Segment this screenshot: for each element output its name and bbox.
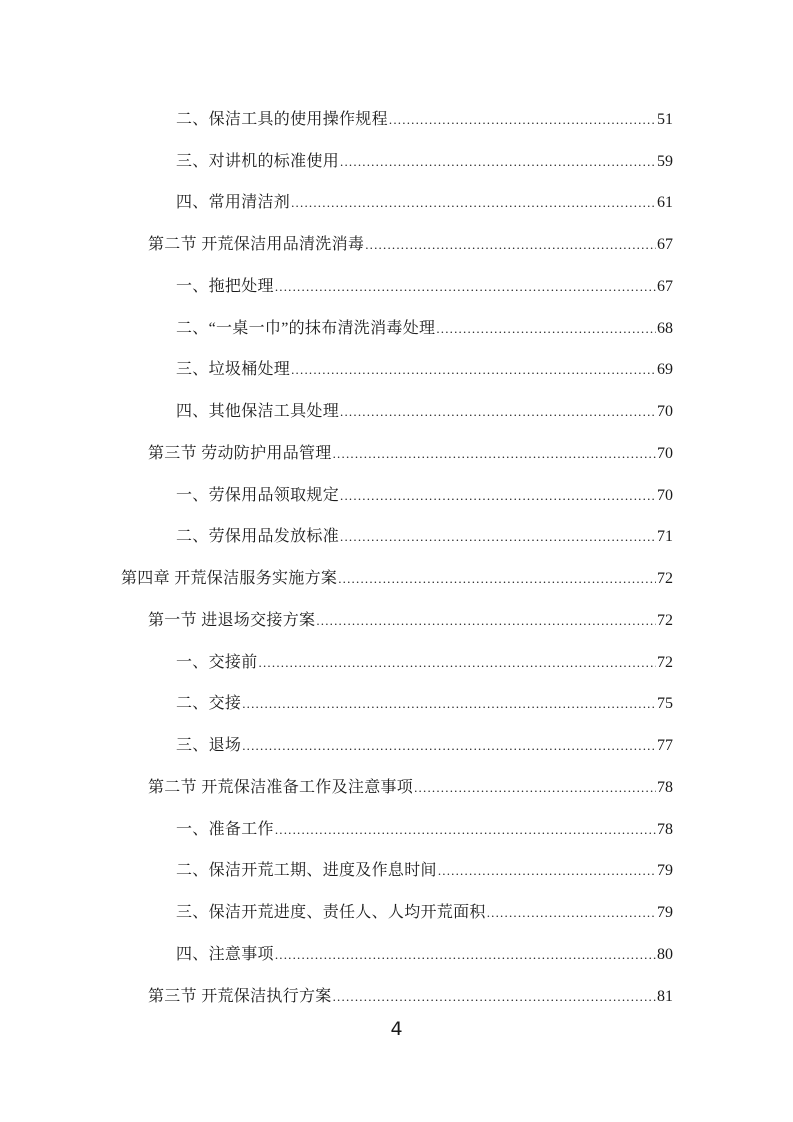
toc-dot-leader — [291, 360, 656, 380]
toc-dot-leader — [438, 861, 656, 881]
toc-page-number: 61 — [657, 194, 673, 212]
toc-entry-title: 二、“一桌一巾”的抹布清洗消毒处理 — [176, 319, 436, 337]
toc-page-number: 75 — [657, 695, 673, 713]
toc-page-number: 79 — [657, 862, 673, 880]
toc-entry-title: 第二节 开荒保洁用品清洗消毒 — [148, 236, 365, 254]
toc-entry[interactable] — [0, 725, 793, 767]
toc-entry-title: 一、交接前 — [176, 653, 258, 671]
toc-chapter-entry[interactable] — [0, 558, 793, 600]
toc-page-number: 80 — [657, 945, 673, 963]
toc-dot-leader — [275, 820, 656, 840]
toc-section-entry[interactable] — [0, 600, 793, 642]
toc-dot-leader — [242, 694, 656, 714]
toc-page-number: 77 — [657, 737, 673, 755]
toc-dot-leader — [414, 778, 656, 798]
toc-entry-title: 三、保洁开荒进度、责任人、人均开荒面积 — [176, 904, 486, 922]
toc-section-entry[interactable] — [0, 976, 793, 1018]
toc-page-number: 67 — [657, 277, 673, 295]
toc-dot-leader — [275, 945, 656, 965]
toc-dot-leader — [338, 569, 656, 589]
toc-section-entry[interactable] — [0, 433, 793, 475]
toc-page-number: 71 — [657, 528, 673, 546]
toc-dot-leader — [242, 736, 656, 756]
toc-page-number: 70 — [657, 486, 673, 504]
table-of-contents — [0, 99, 793, 1018]
toc-dot-leader — [259, 653, 656, 673]
toc-entry[interactable] — [0, 141, 793, 183]
toc-entry-title: 四、其他保洁工具处理 — [176, 403, 340, 421]
toc-page-number: 78 — [657, 820, 673, 838]
toc-page-number: 81 — [657, 987, 673, 1005]
toc-entry[interactable] — [0, 809, 793, 851]
toc-page-number: 78 — [657, 778, 673, 796]
toc-entry-title: 二、劳保用品发放标准 — [176, 528, 340, 546]
toc-entry[interactable] — [0, 475, 793, 517]
toc-page-number: 68 — [657, 319, 673, 337]
toc-page-number: 70 — [657, 444, 673, 462]
toc-page-number: 59 — [657, 152, 673, 170]
toc-entry[interactable] — [0, 266, 793, 308]
toc-section-entry[interactable] — [0, 767, 793, 809]
page-number-footer: 4 — [390, 1018, 403, 1040]
toc-entry[interactable] — [0, 350, 793, 392]
toc-entry-title: 第三节 开荒保洁执行方案 — [148, 987, 332, 1005]
toc-dot-leader — [487, 903, 656, 923]
toc-entry-title: 三、垃圾桶处理 — [176, 361, 291, 379]
toc-entry-title: 一、劳保用品领取规定 — [176, 486, 340, 504]
toc-page-number: 51 — [657, 110, 673, 128]
toc-entry[interactable] — [0, 642, 793, 684]
toc-page-number: 67 — [657, 236, 673, 254]
toc-entry-title: 第一节 进退场交接方案 — [148, 611, 316, 629]
toc-entry-title: 二、保洁开荒工期、进度及作息时间 — [176, 862, 437, 880]
toc-dot-leader — [340, 152, 656, 172]
toc-entry[interactable] — [0, 308, 793, 350]
toc-entry-title: 三、对讲机的标准使用 — [176, 152, 340, 170]
toc-entry[interactable] — [0, 99, 793, 141]
toc-entry-title: 三、退场 — [176, 737, 242, 755]
toc-dot-leader — [340, 402, 656, 422]
toc-dot-leader — [436, 319, 656, 339]
toc-entry[interactable] — [0, 892, 793, 934]
toc-page-number: 79 — [657, 904, 673, 922]
toc-dot-leader — [389, 110, 656, 130]
toc-page-number: 72 — [657, 570, 673, 588]
toc-entry[interactable] — [0, 934, 793, 976]
toc-entry-title: 第三节 劳动防护用品管理 — [148, 444, 332, 462]
toc-dot-leader — [340, 527, 656, 547]
toc-dot-leader — [340, 486, 656, 506]
toc-entry[interactable] — [0, 684, 793, 726]
toc-entry-title: 二、交接 — [176, 695, 242, 713]
toc-dot-leader — [275, 277, 656, 297]
toc-dot-leader — [365, 235, 656, 255]
toc-page-number: 72 — [657, 653, 673, 671]
toc-entry[interactable] — [0, 517, 793, 559]
toc-page-number: 70 — [657, 403, 673, 421]
toc-entry-title: 四、注意事项 — [176, 945, 274, 963]
toc-entry-title: 一、拖把处理 — [176, 277, 274, 295]
toc-dot-leader — [291, 193, 656, 213]
toc-page-number: 69 — [657, 361, 673, 379]
toc-entry-title: 四、常用清洁剂 — [176, 194, 291, 212]
toc-entry-title: 一、准备工作 — [176, 820, 274, 838]
toc-entry[interactable] — [0, 851, 793, 893]
toc-entry-title: 第二节 开荒保洁准备工作及注意事项 — [148, 778, 414, 796]
toc-page-number: 72 — [657, 611, 673, 629]
toc-entry[interactable] — [0, 183, 793, 225]
toc-entry-title: 第四章 开荒保洁服务实施方案 — [121, 570, 338, 588]
toc-section-entry[interactable] — [0, 224, 793, 266]
toc-dot-leader — [316, 611, 656, 631]
toc-entry[interactable] — [0, 391, 793, 433]
toc-dot-leader — [333, 987, 656, 1007]
toc-dot-leader — [333, 444, 656, 464]
toc-entry-title: 二、保洁工具的使用操作规程 — [176, 110, 388, 128]
